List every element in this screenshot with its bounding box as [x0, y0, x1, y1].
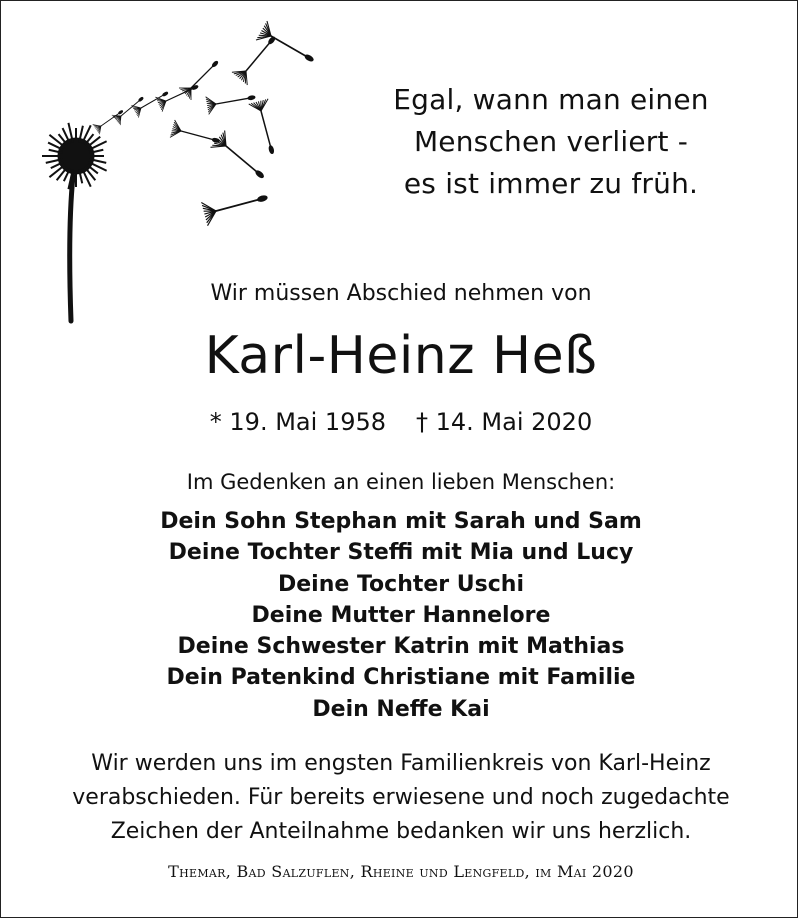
mourner-item: Deine Tochter Uschi — [277, 571, 525, 597]
mourners-list — [1, 506, 800, 725]
quote-line: Egal, wann man einen — [393, 83, 709, 116]
place-date-line: Themar, Bad Salzuflen, Rheine und Lengfeld, im Mai 2020 — [168, 862, 634, 881]
mourner-item: Dein Patenkind Christiane mit Familie — [166, 665, 636, 691]
quote — [331, 79, 771, 205]
mourner-item: Dein Sohn Stephan mit Sarah und Sam — [160, 509, 642, 534]
death-date: † 14. Mai 2020 — [416, 408, 593, 436]
life-dates — [1, 405, 800, 439]
quote-line: Menschen verliert - — [413, 125, 689, 158]
deceased-name: Karl-Heinz Heß — [204, 326, 598, 386]
mourner-item: Deine Mutter Hannelore — [251, 602, 551, 628]
mourner-item: Deine Schwester Katrin mit Mathias — [177, 634, 625, 660]
closing-line: Zeichen der Anteilnahme bedanken wir uns herzlich. — [110, 819, 692, 844]
mourner-item: Dein Neffe Kai — [312, 696, 490, 722]
birth-date: * 19. Mai 1958 — [209, 408, 386, 436]
closing-text — [31, 747, 771, 849]
closing-line: verabschieden. Für bereits erwiesene und noch zugedachte — [72, 785, 730, 810]
memory-line: Im Gedenken an einen lieben Menschen: — [186, 470, 616, 494]
mourner-item: Deine Tochter Steffi mit Mia und Lucy — [168, 540, 634, 566]
closing-line: Wir werden uns im engsten Familienkreis von Karl-Heinz — [91, 751, 711, 776]
quote-line: es ist immer zu früh. — [403, 167, 699, 200]
intro-text: Wir müssen Abschied nehmen von — [210, 281, 592, 306]
